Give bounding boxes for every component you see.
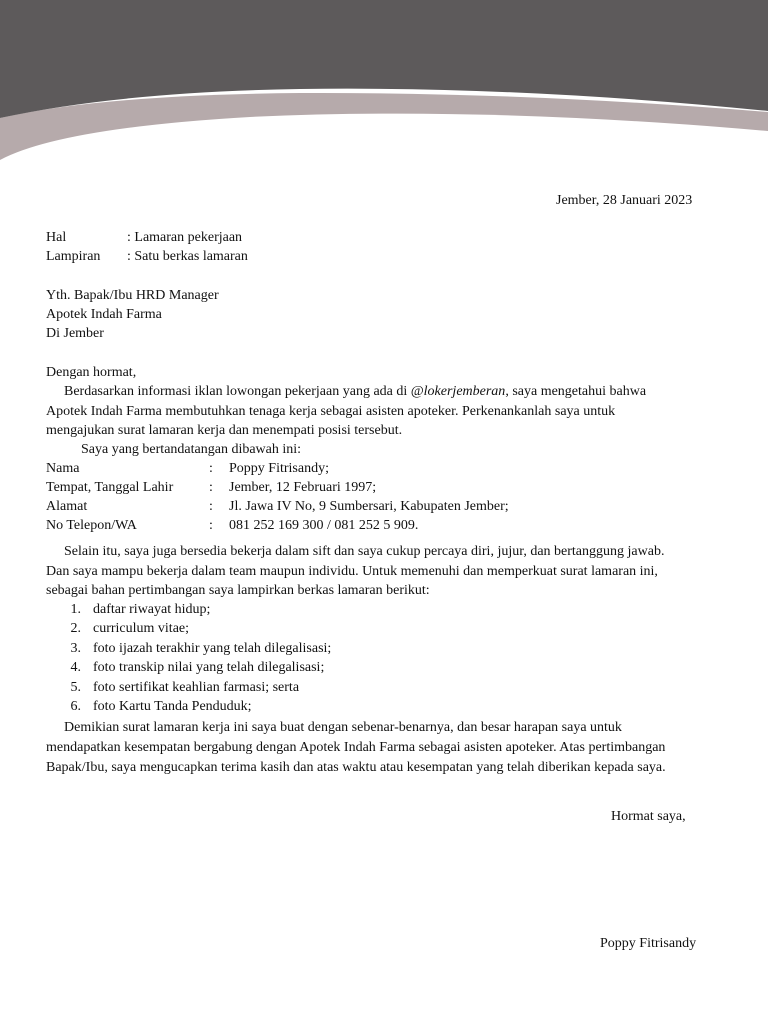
- list-number: 4.: [70, 660, 81, 675]
- attachment-list-item: [46, 621, 189, 637]
- list-text: foto sertifikat keahlian farmasi; serta: [93, 680, 300, 695]
- field-label-nama: Nama: [46, 461, 80, 476]
- list-number: 5.: [70, 680, 81, 695]
- sign-off: Hormat saya,: [611, 809, 686, 824]
- field-colon: :: [209, 461, 213, 476]
- closing-text: Demikian surat lamaran kerja ini saya buat dengan sebenar-benarnya, dan besar harapan saya untuk: [64, 720, 622, 735]
- body-paragraph-line: [46, 544, 736, 560]
- field-value-telepon: 081 252 169 300 / 081 252 5 909.: [229, 518, 419, 533]
- signatory-intro: Saya yang bertandatangan dibawah ini:: [81, 442, 302, 457]
- intro-paragraph-line: mengajukan surat lamaran kerja dan menempati posisi tersebut.: [46, 423, 403, 438]
- recipient-line: Apotek Indah Farma: [46, 307, 162, 322]
- attachment-list-item: [46, 641, 331, 657]
- intro-paragraph-line: [46, 384, 736, 400]
- meta-value-hal: : Lamaran pekerjaan: [127, 230, 243, 245]
- field-label-alamat: Alamat: [46, 499, 88, 514]
- intro-paragraph-line: Apotek Indah Farma membutuhkan tenaga kerja sebagai asisten apoteker. Perkenankanlah saya untuk: [46, 404, 616, 419]
- list-number: 1.: [70, 602, 81, 617]
- body-text: Selain itu, saya juga bersedia bekerja dalam sift dan saya cukup percaya diri, jujur, dan bertanggung jawab.: [64, 544, 665, 559]
- list-number: 2.: [70, 621, 81, 636]
- header-decoration: [0, 0, 768, 175]
- list-text: curriculum vitae;: [93, 621, 190, 636]
- letter-date: Jember, 28 Januari 2023: [556, 193, 693, 208]
- field-colon: :: [209, 480, 213, 495]
- instagram-handle: @lokerjemberan: [410, 384, 506, 399]
- meta-value-lampiran: : Satu berkas lamaran: [127, 249, 248, 264]
- field-colon: :: [209, 499, 213, 514]
- field-value-nama: Poppy Fitrisandy;: [229, 461, 329, 476]
- list-text: daftar riwayat hidup;: [93, 602, 211, 617]
- attachment-list-item: [46, 602, 210, 618]
- body-paragraph-line: Dan saya mampu bekerja dalam team maupun individu. Untuk memenuhi dan memperkuat surat lamaran ini,: [46, 564, 658, 579]
- list-number: 3.: [70, 641, 81, 656]
- field-colon: :: [209, 518, 213, 533]
- list-text: foto transkip nilai yang telah dilegalisasi;: [93, 660, 325, 675]
- field-value-alamat: Jl. Jawa IV No, 9 Sumbersari, Kabupaten Jember;: [229, 499, 509, 514]
- meta-label-lampiran: Lampiran: [46, 249, 101, 264]
- closing-paragraph-line: Bapak/Ibu, saya mengucapkan terima kasih dan atas waktu atau kesempatan yang telah diberikan kepada saya.: [46, 760, 666, 775]
- closing-paragraph-line: [46, 720, 736, 736]
- field-label-ttl: Tempat, Tanggal Lahir: [46, 480, 174, 495]
- list-text: foto ijazah terakhir yang telah dilegalisasi;: [93, 641, 332, 656]
- meta-label-hal: Hal: [46, 230, 67, 245]
- recipient-line: Di Jember: [46, 326, 104, 341]
- field-value-ttl: Jember, 12 Februari 1997;: [229, 480, 377, 495]
- field-label-telepon: No Telepon/WA: [46, 518, 137, 533]
- closing-paragraph-line: mendapatkan kesempatan bergabung dengan Apotek Indah Farma sebagai asisten apoteker. Atas pertimbangan: [46, 740, 666, 755]
- attachment-list-item: [46, 699, 252, 715]
- attachment-list-item: [46, 660, 324, 676]
- intro-text-after: , saya mengetahui bahwa: [505, 384, 647, 399]
- intro-text-before: Berdasarkan informasi iklan lowongan pekerjaan yang ada di: [64, 384, 411, 399]
- list-text: foto Kartu Tanda Penduduk;: [93, 699, 252, 714]
- signature-name: Poppy Fitrisandy: [600, 936, 697, 951]
- salutation: Dengan hormat,: [46, 365, 137, 380]
- list-number: 6.: [70, 699, 81, 714]
- attachment-list-item: [46, 680, 299, 696]
- body-paragraph-line: sebagai bahan pertimbangan saya lampirkan berkas lamaran berikut:: [46, 583, 430, 598]
- recipient-line: Yth. Bapak/Ibu HRD Manager: [46, 288, 219, 303]
